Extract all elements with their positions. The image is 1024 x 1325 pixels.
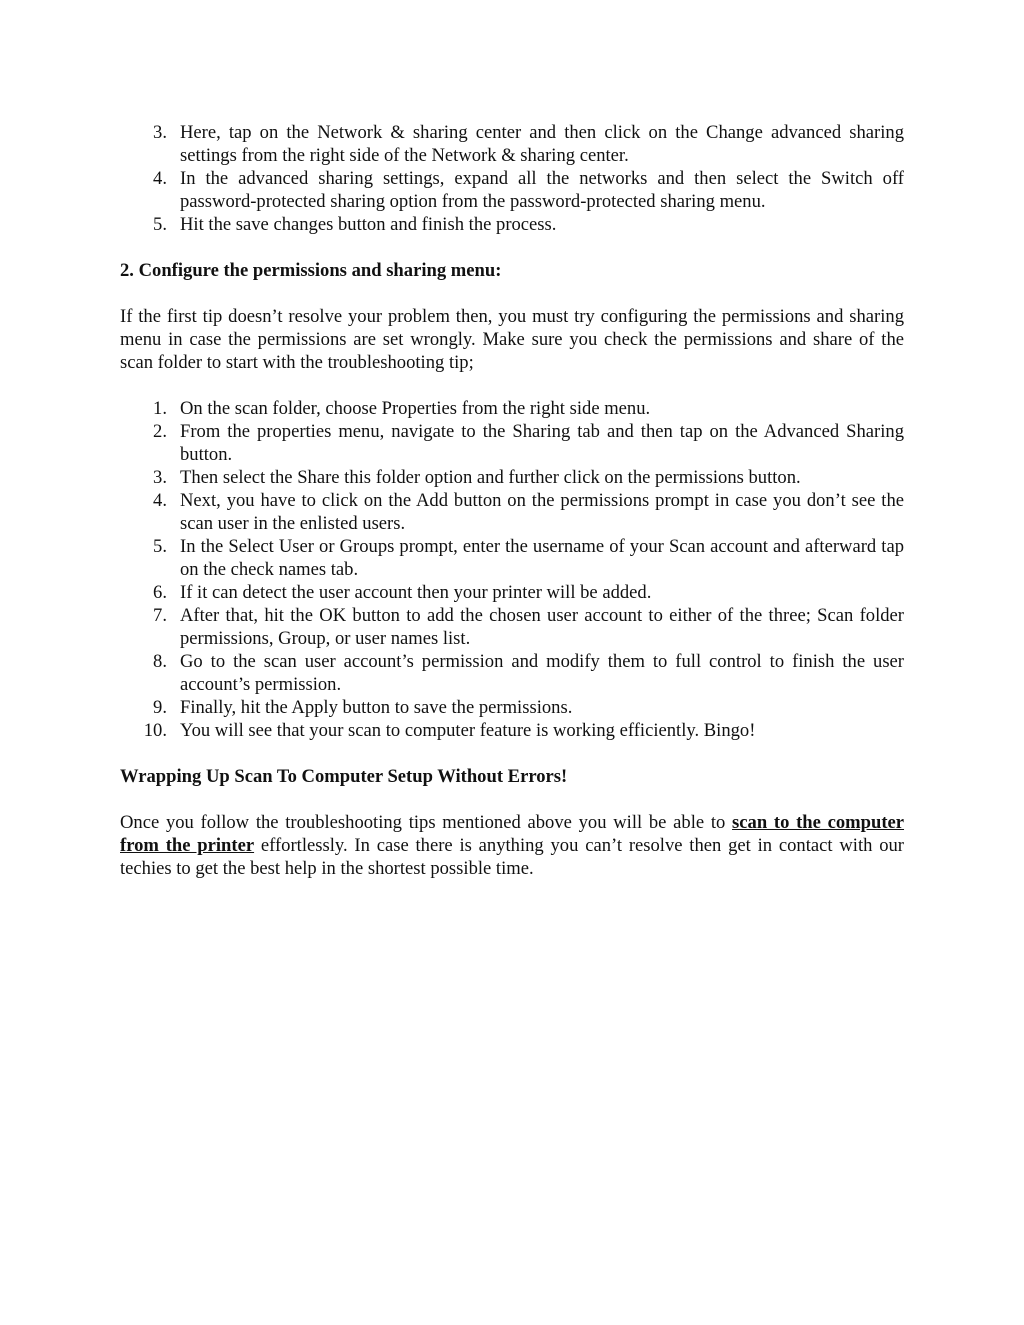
- document-body: [120, 121, 904, 880]
- wrapup-text-end: effortlessly. In case there is anything you can’t resolve then get in contact with our techies to get the best help in the shortest possible time.: [120, 835, 904, 879]
- list-text: Go to the scan user account’s permission and modify them to full control to finish the user account’s permission.: [180, 651, 904, 695]
- list-text: From the properties menu, navigate to the Sharing tab and then tap on the Advanced Sharing button.: [180, 421, 904, 465]
- list-number: 3.: [153, 122, 167, 143]
- wrapup-text-start: Once you follow the troubleshooting tips mentioned above you will be able to: [120, 812, 733, 833]
- list-item: [120, 213, 904, 236]
- steps-list: [120, 397, 904, 742]
- list-item: [120, 719, 904, 742]
- list-number: 5.: [153, 214, 167, 235]
- list-item: [120, 581, 904, 604]
- list-number: 1.: [153, 398, 167, 419]
- list-item: [120, 489, 904, 535]
- list-text: Hit the save changes button and finish the process.: [180, 214, 557, 235]
- list-number: 2.: [153, 421, 167, 442]
- wrapup-paragraph: [120, 811, 904, 880]
- list-text: On the scan folder, choose Properties from the right side menu.: [180, 398, 651, 419]
- list-text: Then select the Share this folder option and further click on the permissions button.: [180, 467, 801, 488]
- list-number: 10.: [143, 720, 167, 741]
- wrapup-heading: Wrapping Up Scan To Computer Setup Without Errors!: [120, 766, 568, 787]
- steps-list-continued: [120, 121, 904, 236]
- list-text: Finally, hit the Apply button to save the permissions.: [180, 697, 573, 718]
- list-item: [120, 650, 904, 696]
- list-item: [120, 696, 904, 719]
- list-number: 5.: [153, 536, 167, 557]
- scan-to-computer-link[interactable]: scan to the computer from the printer: [120, 812, 905, 856]
- list-number: 7.: [153, 605, 167, 626]
- list-number: 4.: [153, 490, 167, 511]
- list-item: [120, 604, 904, 650]
- list-text: If it can detect the user account then your printer will be added.: [180, 582, 652, 603]
- list-number: 8.: [153, 651, 167, 672]
- list-text: You will see that your scan to computer feature is working efficiently. Bingo!: [180, 720, 756, 741]
- list-item: [120, 535, 904, 581]
- list-text: After that, hit the OK button to add the chosen user account to either of the three; Scan folder permissions, Group, or user names list.: [180, 605, 904, 649]
- list-text: Next, you have to click on the Add button on the permissions prompt in case you don’t see the scan user in the enlisted users.: [180, 490, 904, 534]
- list-item: [120, 420, 904, 466]
- list-number: 9.: [153, 697, 167, 718]
- list-item: [120, 121, 904, 167]
- list-item: [120, 397, 904, 420]
- list-text: In the Select User or Groups prompt, enter the username of your Scan account and afterward tap on the check names tab.: [180, 536, 904, 580]
- list-number: 6.: [153, 582, 167, 603]
- list-text: Here, tap on the Network & sharing center and then click on the Change advanced sharing settings from the right side of the Network & sharing center.: [180, 122, 904, 166]
- list-number: 4.: [153, 168, 167, 189]
- list-number: 3.: [153, 467, 167, 488]
- section-intro: If the first tip doesn’t resolve your problem then, you must try configuring the permissions and sharing menu in case the permissions are set wrongly. Make sure you check the permissions and share of the scan folder to start with the troubleshooting tip;: [120, 306, 904, 373]
- list-item: [120, 466, 904, 489]
- list-item: [120, 167, 904, 213]
- list-text: In the advanced sharing settings, expand all the networks and then select the Switch off password-protected sharing option from the password-protected sharing menu.: [180, 168, 904, 212]
- section-heading: 2. Configure the permissions and sharing menu:: [120, 260, 502, 281]
